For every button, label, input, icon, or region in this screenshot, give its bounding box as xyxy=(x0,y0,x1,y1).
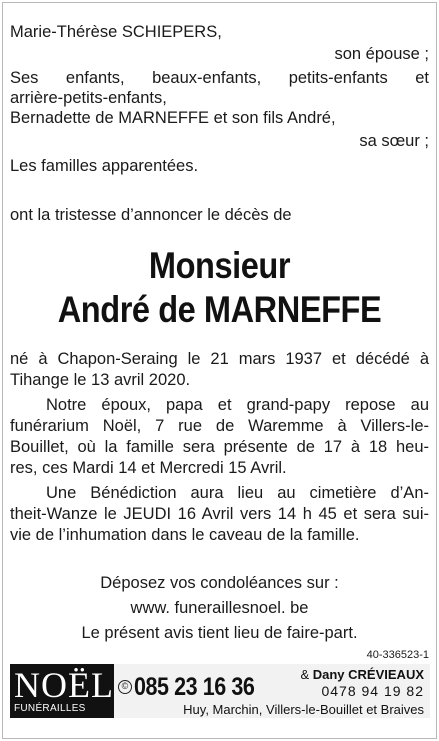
visitation-line-2: funérarium Noël, 7 rue de Waremme à Villers-le- xyxy=(10,417,429,435)
ceremony-line-2: theit-Wanze le JEUDI 16 Avril vers 14 h 45 et sera sui- xyxy=(10,505,429,523)
faire-part-notice: Le présent avis tient lieu de faire-part. xyxy=(81,624,358,642)
contact-person xyxy=(300,667,424,682)
birth-death-line-2: Tihange le 13 avril 2020. xyxy=(10,371,191,389)
funeral-home-phone: 085 23 16 36 xyxy=(134,673,255,701)
ceremony-line-1: Une Bénédiction aura lieu au cimetière d’An- xyxy=(46,484,429,502)
announcer-spouse-name: Marie-Thérèse SCHIEPERS, xyxy=(10,23,222,41)
reference-number: 40-336523-1 xyxy=(366,649,429,661)
condolences-text: Déposez vos condoléances sur : xyxy=(100,574,339,592)
funeral-home-banner xyxy=(10,664,430,718)
visitation-line-1: Notre époux, papa et grand-papy repose au xyxy=(46,396,429,414)
announcer-children: Ses enfants, beaux-enfants, petits-enfants et xyxy=(10,69,429,87)
visitation-line-4: res, ces Mardi 14 et Mercredi 15 Avril. xyxy=(10,459,287,477)
phone-icon: © xyxy=(118,680,132,694)
announcer-sister-relation: sa sœur ; xyxy=(359,132,429,150)
announcer-spouse-relation: son épouse ; xyxy=(334,45,429,63)
deceased-name: André de MARNEFFE xyxy=(57,289,382,330)
announcer-great-grandchildren: arrière-petits-enfants, xyxy=(10,89,167,107)
contact-name: Dany CRÉVIEAUX xyxy=(312,667,424,682)
deceased-title: Monsieur xyxy=(148,245,291,286)
funeral-home-logo xyxy=(10,664,114,718)
contact-prefix: & xyxy=(300,667,313,682)
logo-subtext: FUNÉRAILLES xyxy=(14,703,86,714)
birth-death-line-1: né à Chapon-Seraing le 21 mars 1937 et décédé à xyxy=(10,350,429,368)
announcer-families: Les familles apparentées. xyxy=(10,157,199,175)
funeral-home-locations: Huy, Marchin, Villers-le-Bouillet et Braives xyxy=(183,702,424,717)
contact-phone: 0478 94 19 82 xyxy=(321,683,424,699)
ceremony-line-3: vie de l’inhumation dans le caveau de la famille. xyxy=(10,526,360,544)
announcer-sister-name: Bernadette de MARNEFFE et son fils André, xyxy=(10,109,336,127)
intro-text: ont la tristesse d’annoncer le décès de xyxy=(10,206,292,224)
condolences-website[interactable]: www. funeraillesnoel. be xyxy=(130,599,309,617)
visitation-line-3: Bouillet, où la famille sera présente de 17 à 18 heu- xyxy=(10,438,429,456)
logo-text: NOËL xyxy=(14,665,114,705)
